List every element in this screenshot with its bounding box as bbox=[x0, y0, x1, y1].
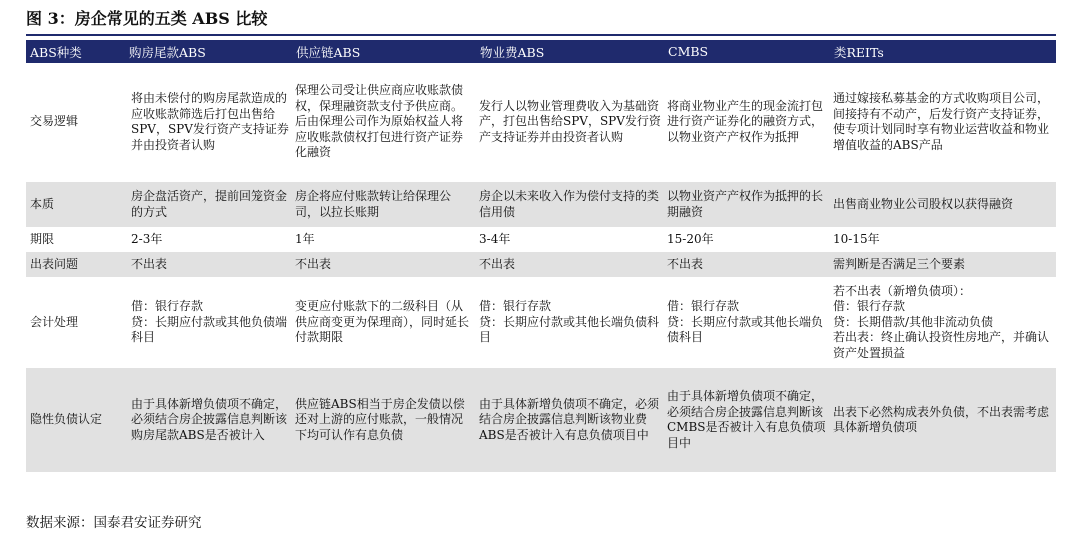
table-row-hidden-debt bbox=[26, 368, 1056, 473]
table-cell: 房企以未来收入作为偿付支持的类信用债 bbox=[476, 182, 664, 228]
table-cell: 若不出表（新增负债项）： 借：银行存款 贷：长期借款/其他非流动负债 若出表：终止确认投资性房地产，并确认资产处置损益 bbox=[830, 278, 1056, 368]
table-cell: 10-15年 bbox=[830, 228, 1056, 252]
table-row-transaction-logic bbox=[26, 63, 1056, 182]
table-cell: 通过嫁接私募基金的方式收购项目公司，间接持有不动产，后发行资产支持证券，使专项计划同时享有物业运营收益和物业增值收益的ABS产品 bbox=[830, 63, 1056, 182]
table-cell: 借：银行存款 贷：长期应付款或其他长端负债科目 bbox=[664, 278, 830, 368]
header-housing-tail-abs: 购房尾款ABS bbox=[125, 40, 292, 63]
table-cell: 不出表 bbox=[664, 252, 830, 278]
row-label: 会计处理 bbox=[26, 278, 125, 368]
table-cell: 出表下必然构成表外负债，不出表需考虑具体新增负债项 bbox=[830, 368, 1056, 473]
table-cell: 1年 bbox=[292, 228, 476, 252]
table-cell: 需判断是否满足三个要素 bbox=[830, 252, 1056, 278]
table-cell: 15-20年 bbox=[664, 228, 830, 252]
table-cell: 3-4年 bbox=[476, 228, 664, 252]
row-label: 交易逻辑 bbox=[26, 63, 125, 182]
table-cell: 变更应付账款下的二级科目（从供应商变更为保理商），同时延长付款期限 bbox=[292, 278, 476, 368]
header-supply-chain-abs: 供应链ABS bbox=[292, 40, 476, 63]
header-cmbs: CMBS bbox=[664, 40, 830, 63]
header-reits: 类REITs bbox=[830, 40, 1056, 63]
table-row-term bbox=[26, 228, 1056, 252]
table-cell: 不出表 bbox=[292, 252, 476, 278]
title-rule bbox=[26, 34, 1056, 36]
table-cell: 将由未偿付的购房尾款造成的应收账款筛选后打包出售给SPV，SPV发行资产支持证券并由投资者认购 bbox=[125, 63, 292, 182]
table-cell: 保理公司受让供应商应收账款债权，保理融资款支付予供应商。后由保理公司作为原始权益人将应收账款债权打包进行资产证券化融资 bbox=[292, 63, 476, 182]
table-cell: 借：银行存款 贷：长期应付款或其他长端负债科目 bbox=[476, 278, 664, 368]
row-label: 隐性负债认定 bbox=[26, 368, 125, 473]
table-cell: 发行人以物业管理费收入为基础资产，打包出售给SPV，SPV发行资产支持证券并由投资者认购 bbox=[476, 63, 664, 182]
table-cell: 借：银行存款 贷：长期应付款或其他负债端科目 bbox=[125, 278, 292, 368]
data-source-note: 数据来源：国泰君安证券研究 bbox=[26, 515, 202, 531]
table-cell: 不出表 bbox=[476, 252, 664, 278]
table-cell: 房企盘活资产，提前回笼资金的方式 bbox=[125, 182, 292, 228]
table-header-row bbox=[26, 40, 1056, 63]
table-cell: 出售商业物业公司股权以获得融资 bbox=[830, 182, 1056, 228]
table-cell: 由于具体新增负债项不确定，必须结合房企披露信息判断该CMBS是否被计入有息负债项目中 bbox=[664, 368, 830, 473]
row-label: 出表问题 bbox=[26, 252, 125, 278]
header-abs-type: ABS种类 bbox=[26, 40, 125, 63]
table-row-accounting bbox=[26, 278, 1056, 368]
table-cell: 将商业物业产生的现金流打包进行资产证券化的融资方式，以物业资产产权作为抵押 bbox=[664, 63, 830, 182]
table-cell: 由于具体新增负债项不确定，必须结合房企披露信息判断该物业费ABS是否被计入有息负债项目中 bbox=[476, 368, 664, 473]
row-label: 期限 bbox=[26, 228, 125, 252]
table-cell: 由于具体新增负债项不确定，必须结合房企披露信息判断该购房尾款ABS是否被计入 bbox=[125, 368, 292, 473]
header-property-fee-abs: 物业费ABS bbox=[476, 40, 664, 63]
row-label: 本质 bbox=[26, 182, 125, 228]
table-row-off-balance bbox=[26, 252, 1056, 278]
table-cell: 2-3年 bbox=[125, 228, 292, 252]
table-cell: 不出表 bbox=[125, 252, 292, 278]
figure-title: 图 3：房企常见的五类 ABS 比较 bbox=[26, 9, 268, 28]
table-cell: 供应链ABS相当于房企发债以偿还对上游的应付账款，一般情况下均可认作有息负债 bbox=[292, 368, 476, 473]
table-cell: 以物业资产产权作为抵押的长期融资 bbox=[664, 182, 830, 228]
table-cell: 房企将应付账款转让给保理公司，以拉长账期 bbox=[292, 182, 476, 228]
table-row-nature bbox=[26, 182, 1056, 228]
abs-comparison-table bbox=[26, 40, 1056, 473]
